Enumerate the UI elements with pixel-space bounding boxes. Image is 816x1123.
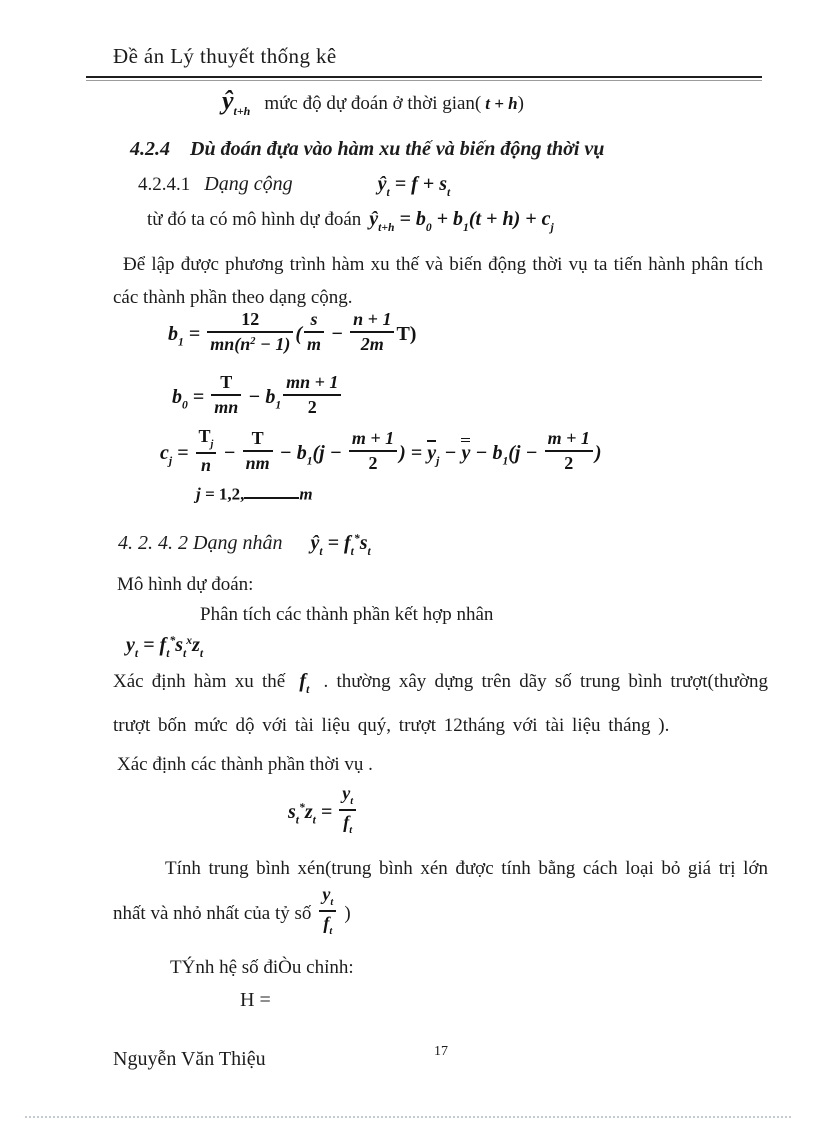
paragraph-line: Mô hình dự đoán: <box>117 574 254 595</box>
trend-cont-text: . thường xây dựng trên dãy số trung bình trượt(thường <box>323 671 769 692</box>
formula-t-plus-h: t + h <box>485 94 518 113</box>
paragraph-line: các thành phần theo dạng cộng. <box>113 287 353 308</box>
paragraph-line <box>113 884 351 940</box>
section-4241-title: Dạng cộng <box>204 173 293 195</box>
formula-ft-inline: $f_t$ <box>299 670 310 696</box>
header-rule <box>86 76 762 81</box>
section-424-number: 4.2.4 <box>130 138 170 160</box>
formula-yhat-t-plus-h: $ŷ_{t+h}$ <box>222 86 251 118</box>
trim-mean-close-paren: ) <box>344 903 351 925</box>
section-4241-heading <box>138 172 450 199</box>
bottom-dotted-rule <box>25 1116 791 1118</box>
formula-j-range: j = 1,2, m <box>196 482 313 504</box>
formula-yt-nhan: $y_t = f_t^*s_t^xz_t$ <box>126 634 204 660</box>
paragraph-line <box>113 669 768 697</box>
formula-b1: $b_1$ = $\frac{12}{mn(n^2 - 1)}$ ( $\frac{s}{m}$ − $\frac{n + 1}{2m}$ T) <box>168 309 417 354</box>
section-4242-heading <box>118 531 371 558</box>
h-equals-line: H = <box>240 989 271 1011</box>
paragraph-line: Xác định các thành phần thời vụ . <box>117 754 373 775</box>
formula-model-cong: $ŷ_{t+h} = b_0 + b_1(t + h) + c_j$ <box>369 208 554 234</box>
paragraph-line: Phân tích các thành phần kết hợp nhân <box>200 604 494 625</box>
formula-dang-nhan: $ŷ_t = f_t^*s_t$ <box>310 532 371 558</box>
formula-dang-cong: $ŷ_t = f + s_t$ <box>377 173 451 199</box>
model-lead-text: từ đó ta có mô hình dự đoán <box>147 209 362 230</box>
model-line <box>147 208 554 234</box>
page-title: Đề án Lý thuyết thống kê <box>113 44 337 68</box>
formula-yt-over-ft: $\frac{y_t}{f_t}$ <box>317 888 338 940</box>
section-424-title: Dù đoán đựa vào hàm xu thế và biến động thời vụ <box>190 138 605 160</box>
definition-text: mức độ dự đoán ở thời gian( <box>264 93 482 114</box>
page-number: 17 <box>434 1044 448 1059</box>
paragraph-line: Để lập được phương trình hàm xu thế và biến động thời vụ ta tiến hành phân tích <box>123 254 763 275</box>
adjustment-coefficient-line: TÝnh hệ số điÒu chỉnh: <box>170 957 354 978</box>
forecast-definition-line <box>222 86 524 119</box>
paragraph-line: Tính trung bình xén(trung bình xén được tính bằng cách loại bỏ giá trị lớn <box>165 858 768 879</box>
section-4241-number: 4.2.4.1 <box>138 174 191 195</box>
formula-cj: $c_j$ = $\frac{T_j}{n}$ − $\frac{T}{nm}$ − $b_1(j$ − $\frac{m + 1}{2}$ ) = $y_j - y - b_1(j$ − $\frac{m + 1}{2}$ ) <box>160 426 602 475</box>
formula-b0: $b_0$ = $\frac{T}{mn}$ − $b_1$ $\frac{mn + 1}{2}$ <box>172 376 343 421</box>
formula-st-zt: $s_t^*z_t$ = $\frac{y_t}{f_t}$ <box>288 787 358 839</box>
footer-author: Nguyễn Văn Thiệu <box>113 1048 266 1070</box>
trim-mean-text: nhất và nhỏ nhất của tỷ số <box>113 903 312 925</box>
definition-close-paren: ) <box>517 93 524 114</box>
section-424-heading <box>130 137 604 162</box>
paragraph-line: trượt bốn mức dộ với tài liệu quý, trượt 12tháng với tài liệu tháng ). <box>113 715 670 736</box>
trend-lead-text: Xác định hàm xu thế <box>113 671 286 692</box>
section-4242-label: 4. 2. 4. 2 Dạng nhân <box>118 532 283 554</box>
